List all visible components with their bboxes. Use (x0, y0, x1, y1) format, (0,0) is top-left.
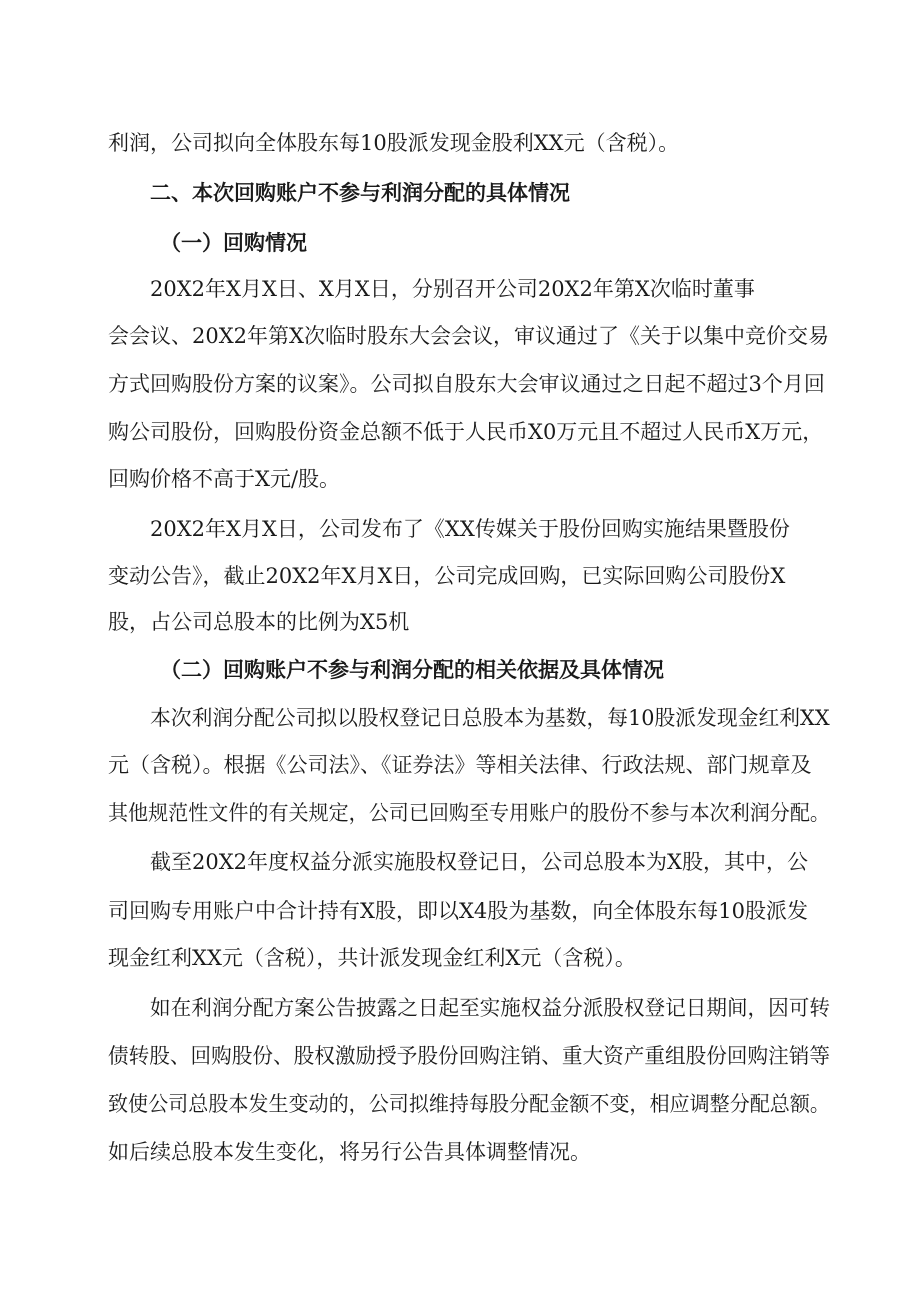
paragraph-line: 回购价格不高于X元/股。 (108, 467, 341, 491)
paragraph-line: 司回购专用账户中合计持有X股，即以X4股为基数，向全体股东每10股派发 (108, 899, 808, 923)
paragraph-line: 元（含税）。根据《公司法》、《证券法》等相关法律、行政法规、部门规章及 (108, 753, 812, 777)
paragraph-line: 致使公司总股本发生变动的，公司拟维持每股分配金额不变，相应调整分配总额。 (108, 1092, 830, 1116)
subsection-heading: （二）回购账户不参与利润分配的相关依据及具体情况 (160, 657, 664, 682)
paragraph-line: 债转股、回购股份、股权激励授予股份回购注销、重大资产重组股份回购注销等 (108, 1044, 830, 1068)
paragraph-line: 方式回购股份方案的议案》。公司拟自股东大会审议通过之日起不超过3个月回 (108, 372, 825, 396)
paragraph-line: 如后续总股本发生变化，将另行公告具体调整情况。 (108, 1140, 591, 1164)
paragraph-line: 20X2年X月X日，公司发布了《XX传媒关于股份回购实施结果暨股份 (150, 517, 790, 541)
paragraph-line: 现金红利XX元（含税），共计派发现金红利X元（含税）。 (108, 946, 636, 970)
paragraph-line: 20X2年X月X日、X月X日，分别召开公司20X2年第X次临时董事 (150, 277, 755, 301)
subsection-heading: （一）回购情况 (160, 230, 307, 255)
paragraph-line: 如在利润分配方案公告披露之日起至实施权益分派股权登记日期间，因可转 (150, 996, 830, 1020)
paragraph-line: 利润，公司拟向全体股东每10股派发现金股利XX元（含税）。 (108, 131, 680, 155)
paragraph-line: 截至20X2年度权益分派实施股权登记日，公司总股本为X股，其中，公 (150, 850, 808, 874)
paragraph-line: 购公司股份，回购股份资金总额不低于人民币X0万元且不超过人民币X万元， (108, 420, 824, 444)
paragraph-line: 变动公告》，截止20X2年X月X日，公司完成回购，已实际回购公司股份X (108, 564, 786, 588)
paragraph-line: 其他规范性文件的有关规定，公司已回购至专用账户的股份不参与本次利润分配。 (108, 801, 830, 825)
paragraph-line: 本次利润分配公司拟以股权登记日总股本为基数，每10股派发现金红利XX (150, 706, 830, 730)
section-heading: 二、本次回购账户不参与利润分配的具体情况 (150, 180, 570, 205)
paragraph-line: 会会议、20X2年第X次临时股东大会会议，审议通过了《关于以集中竞价交易 (108, 324, 829, 348)
paragraph-line: 股，占公司总股本的比例为X5机 (108, 610, 410, 634)
